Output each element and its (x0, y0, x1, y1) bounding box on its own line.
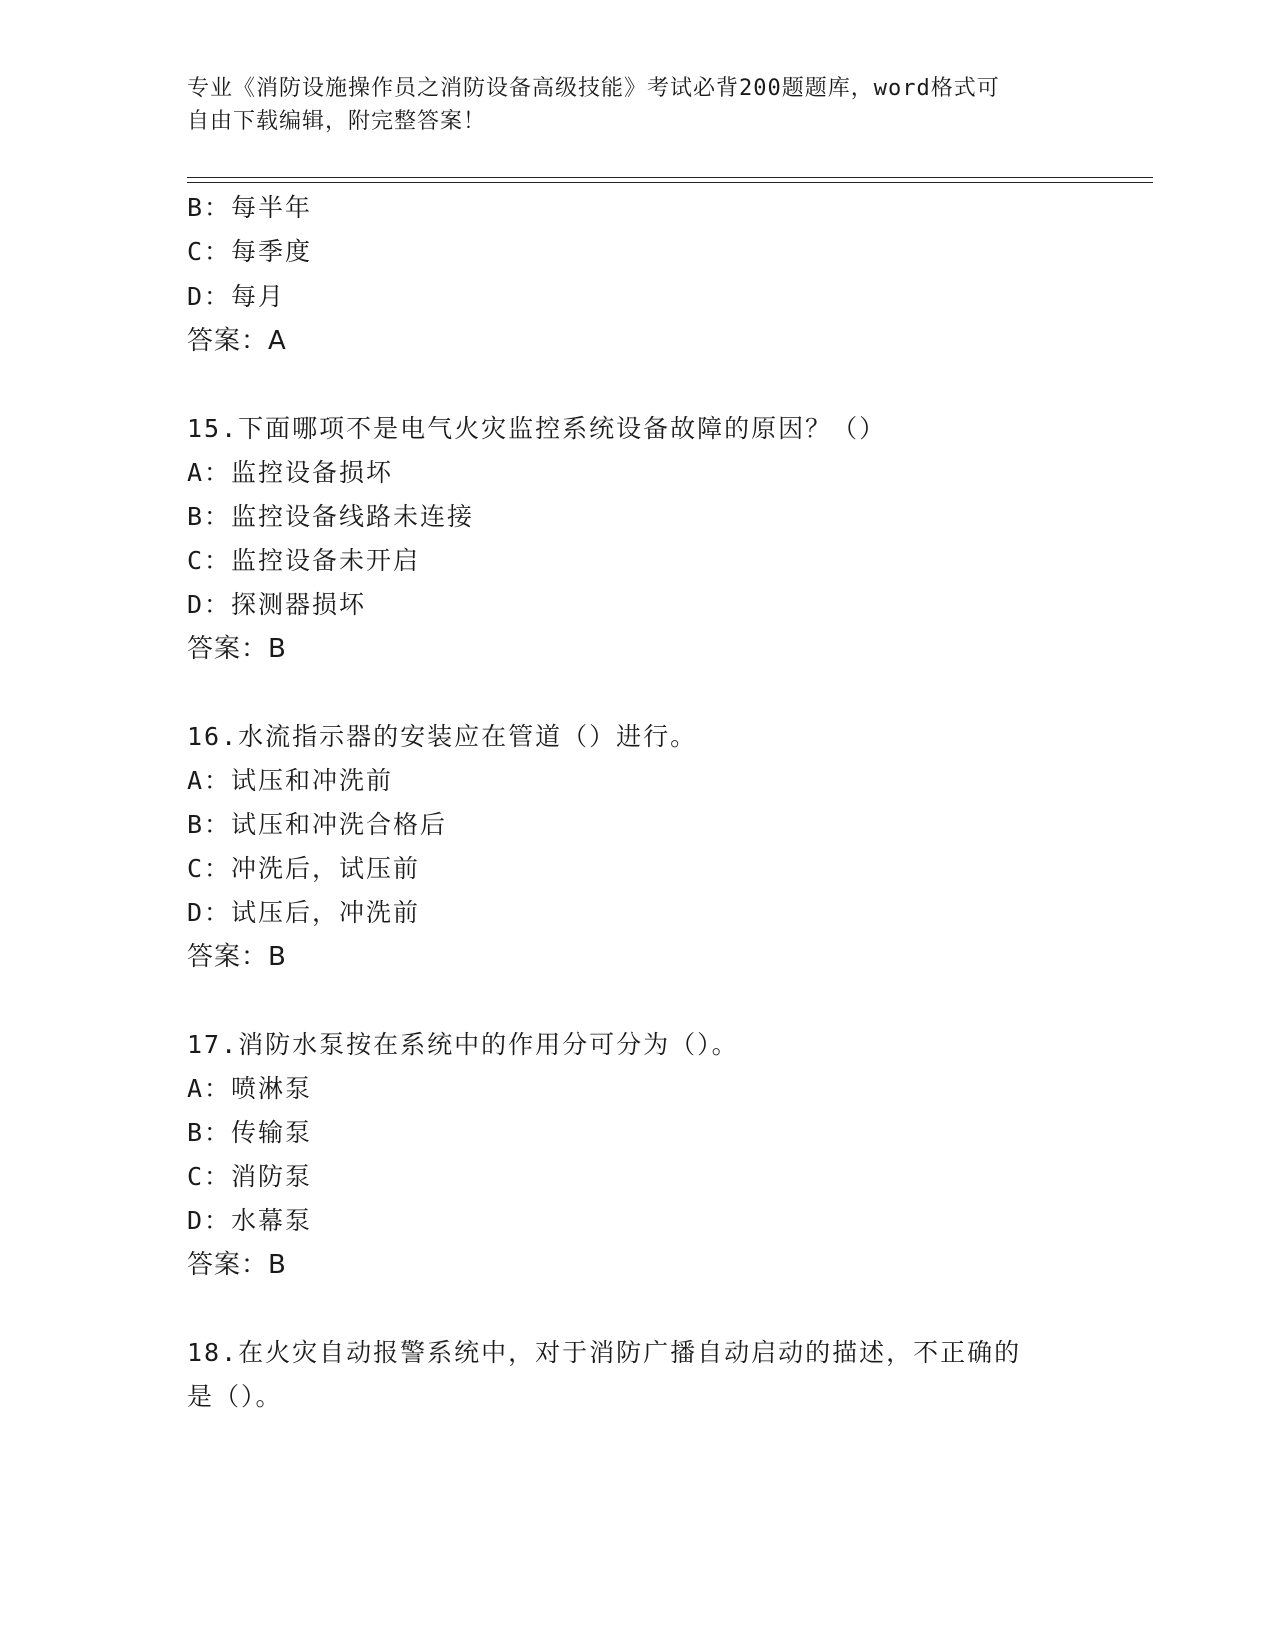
option-c: C：监控设备未开启 (187, 546, 421, 575)
option-d: D：试压后，冲洗前 (187, 898, 421, 927)
header-line-2: 自由下载编辑，附完整答案！ (187, 109, 487, 134)
header-divider-bottom (187, 182, 1153, 183)
option-c: C：每季度 (187, 237, 313, 266)
question-stem: 17.消防水泵按在系统中的作用分可分为（）。 (187, 1030, 739, 1059)
option-a: A：试压和冲洗前 (187, 766, 394, 795)
document-header (187, 72, 1087, 138)
option-a: A：监控设备损坏 (187, 458, 394, 487)
answer-label: 答案：B (187, 1250, 287, 1280)
option-b: B：每半年 (187, 193, 313, 222)
header-divider-top (187, 177, 1153, 178)
option-b: B：试压和冲洗合格后 (187, 810, 448, 839)
answer-label: 答案：B (187, 942, 287, 972)
option-b: B：传输泵 (187, 1118, 313, 1147)
answer-label: 答案：A (187, 326, 287, 356)
option-c: C：消防泵 (187, 1162, 313, 1191)
option-d: D：水幕泵 (187, 1206, 313, 1235)
answer-label: 答案：B (187, 634, 287, 664)
question-stem: 18.在火灾自动报警系统中，对于消防广播自动启动的描述，不正确的 (187, 1338, 1022, 1367)
question-stem: 16.水流指示器的安装应在管道（）进行。 (187, 722, 698, 751)
option-d: D：探测器损坏 (187, 590, 367, 619)
question-stem: 15.下面哪项不是电气火灾监控系统设备故障的原因？（） (187, 414, 887, 443)
option-c: C：冲洗后，试压前 (187, 854, 421, 883)
option-b: B：监控设备线路未连接 (187, 502, 475, 531)
header-line-1: 专业《消防设施操作员之消防设备高级技能》考试必背200题题库，word格式可 (187, 76, 1000, 101)
question-stem-continuation: 是（）。 (187, 1382, 283, 1411)
option-d: D：每月 (187, 282, 286, 311)
option-a: A：喷淋泵 (187, 1074, 313, 1103)
